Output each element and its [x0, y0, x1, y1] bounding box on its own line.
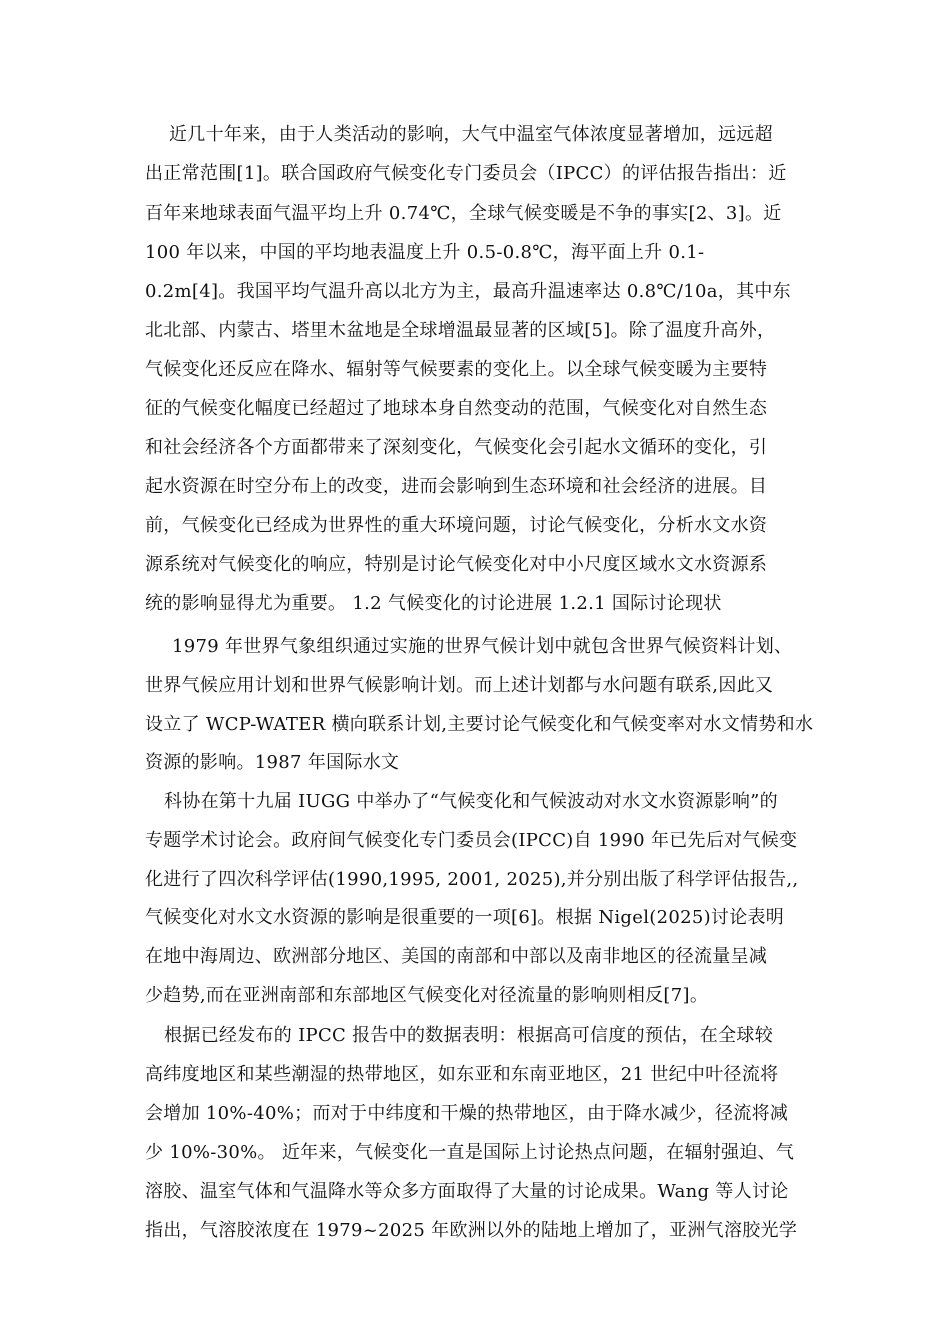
- text-line: 百年来地球表面气温平均上升 0.74℃，全球气候变暖是不争的事实[2、3]。近: [145, 203, 782, 224]
- text-line: 气候变化还反应在降水、辐射等气候要素的变化上。以全球气候变暖为主要特: [145, 359, 768, 380]
- text-line: 高纬度地区和某些潮湿的热带地区，如东亚和东南亚地区，21 世纪中叶径流将: [145, 1064, 779, 1085]
- text-line: 100 年以来，中国的平均地表温度上升 0.5-0.8℃，海平面上升 0.1-: [145, 242, 705, 263]
- text-line: 溶胶、温室气体和气温降水等众多方面取得了大量的讨论成果。Wang 等人讨论: [145, 1181, 789, 1202]
- text-line: 会增加 10%-40%；而对于中纬度和干燥的热带地区，由于降水减少，径流将减: [145, 1103, 789, 1124]
- text-line: 和社会经济各个方面都带来了深刻变化，气候变化会引起水文循环的变化，引: [145, 437, 768, 458]
- text-line: 资源的影响。1987 年国际水文: [145, 752, 400, 773]
- text-line: 前，气候变化已经成为世界性的重大环境问题，讨论气候变化，分析水文水资: [145, 515, 768, 536]
- text-line: 化进行了四次科学评估(1990,1995, 2001, 2025),并分别出版了科学评估报告,,: [145, 869, 799, 890]
- text-line: 1979 年世界气象组织通过实施的世界气候计划中就包含世界气候资料计划、: [172, 636, 793, 657]
- text-line: 0.2m[4]。我国平均气温升高以北方为主，最高升温速率达 0.8℃/10a，其中东: [145, 281, 791, 302]
- text-line: 气候变化对水文水资源的影响是很重要的一项[6]。根据 Nigel(2025)讨论表明: [145, 907, 785, 928]
- text-line: 出正常范围[1]。联合国政府气候变化专门委员会（IPCC）的评估报告指出：近: [145, 163, 787, 184]
- text-line: 征的气候变化幅度已经超过了地球本身自然变动的范围，气候变化对自然生态: [145, 398, 768, 419]
- text-line: 统的影响显得尤为重要。 1.2 气候变化的讨论进展 1.2.1 国际讨论现状: [145, 593, 722, 614]
- text-line: 少 10%-30%。 近年来，气候变化一直是国际上讨论热点问题，在辐射强迫、气: [145, 1142, 795, 1163]
- text-line: 世界气候应用计划和世界气候影响计划。而上述计划都与水问题有联系,因此又: [145, 675, 774, 696]
- text-line: 设立了 WCP-WATER 横向联系计划,主要讨论气候变化和气候变率对水文情势和水: [145, 714, 814, 735]
- text-line: 在地中海周边、欧洲部分地区、美国的南部和中部以及南非地区的径流量呈减: [145, 946, 768, 967]
- text-line: 北北部、内蒙古、塔里木盆地是全球增温最显著的区域[5]。除了温度升高外，: [145, 320, 776, 341]
- text-line: 专题学术讨论会。政府间气候变化专门委员会(IPCC)自 1990 年已先后对气候变: [145, 830, 798, 851]
- text-line: 起水资源在时空分布上的改变，进而会影响到生态环境和社会经济的进展。目: [145, 476, 768, 497]
- text-line: 科协在第十九届 IUGG 中举办了“气候变化和气候波动对水文水资源影响”的: [164, 791, 778, 812]
- text-line: 近几十年来，由于人类活动的影响，大气中温室气体浓度显著增加，远远超: [169, 124, 773, 145]
- text-line: 根据已经发布的 IPCC 报告中的数据表明：根据高可信度的预估，在全球较: [164, 1025, 774, 1046]
- text-line: 源系统对气候变化的响应，特别是讨论气候变化对中小尺度区域水文水资源系: [145, 554, 768, 575]
- text-line: 指出，气溶胶浓度在 1979~2025 年欧洲以外的陆地上增加了，亚洲气溶胶光学: [145, 1220, 798, 1241]
- text-line: 少趋势,而在亚洲南部和东部地区气候变化对径流量的影响则相反[7]。: [145, 985, 709, 1006]
